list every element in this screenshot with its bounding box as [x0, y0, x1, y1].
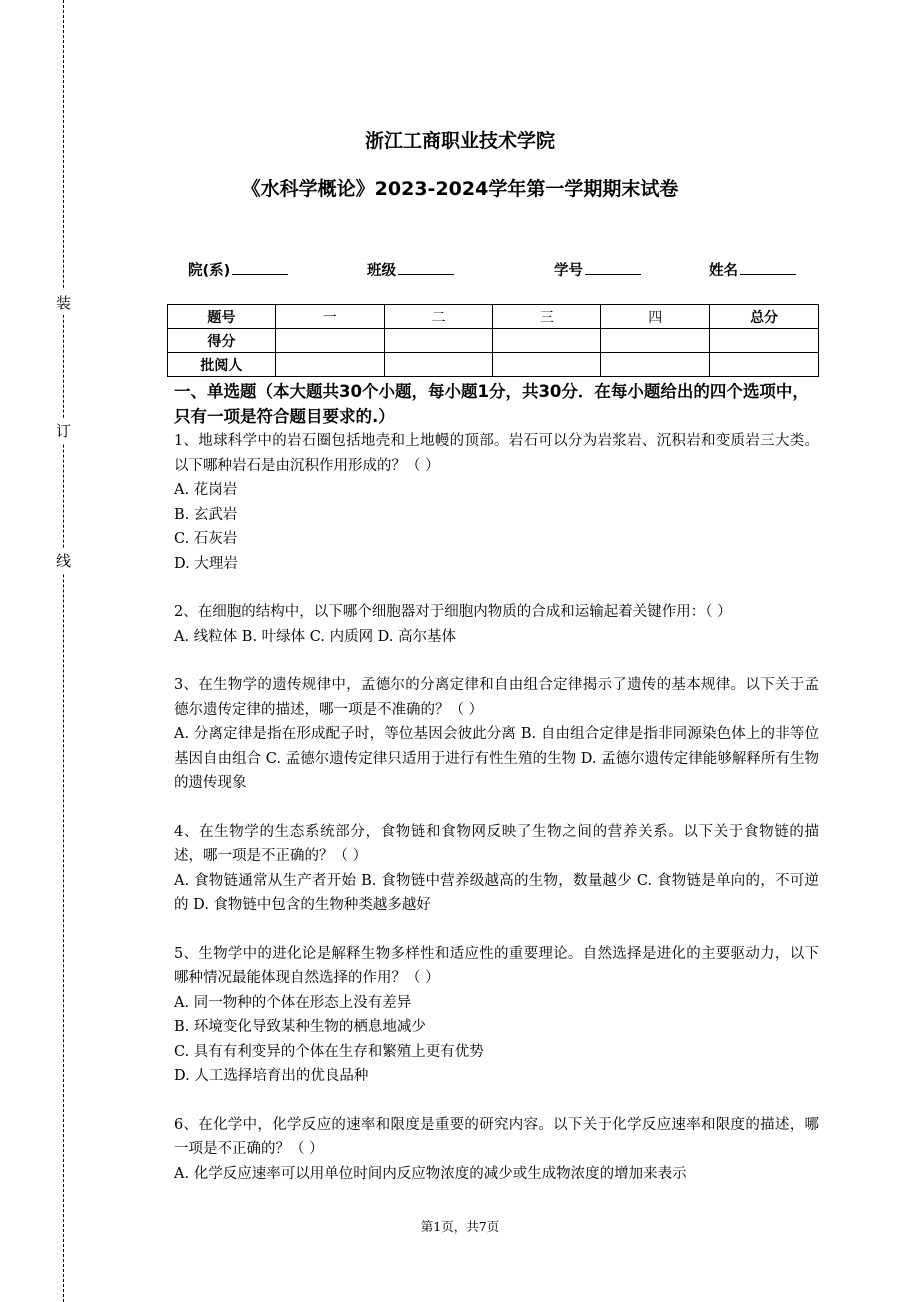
option-a: A. 同一物种的个体在形态上没有差异 [174, 994, 412, 1011]
question-3 [174, 673, 819, 796]
dept-blank[interactable] [232, 262, 288, 275]
option-d: D. 大理岩 [174, 555, 238, 572]
grader-cell[interactable] [493, 353, 601, 377]
option-b: B. 玄武岩 [174, 506, 238, 523]
school-name: 浙江工商职业技术学院 [364, 130, 555, 152]
question-4 [174, 820, 819, 918]
binding-char-zhuang: 装 [56, 290, 71, 315]
grader-row-label: 批阅人 [168, 353, 276, 377]
grader-cell[interactable] [384, 353, 493, 377]
col-head-label: 题号 [168, 305, 276, 329]
score-row [168, 329, 819, 353]
exam-content [174, 379, 819, 1186]
grader-cell[interactable] [710, 353, 819, 377]
name-field[interactable] [709, 259, 796, 280]
name-blank[interactable] [740, 262, 796, 275]
question-stem: 6、在化学中，化学反应的速率和限度是重要的研究内容。以下关于化学反应速率和限度的描述，哪一项是不正确的？（ ） [174, 1116, 819, 1157]
binding-char-xian: 线 [56, 548, 71, 573]
score-cell[interactable] [275, 329, 384, 353]
option-b: B. 环境变化导致某种生物的栖息地减少 [174, 1019, 426, 1035]
option-a: A. 花岗岩 [174, 482, 238, 498]
page-footer: 第1页，共7页 [420, 1219, 500, 1234]
exam-title: 《水科学概论》2023-2024学年第一学期期末试卷 [241, 178, 679, 200]
dept-label: 院(系) [188, 263, 231, 279]
score-table-header-row [168, 305, 819, 329]
student-no-field[interactable] [554, 259, 641, 280]
question-1 [174, 429, 819, 576]
score-cell[interactable] [710, 329, 819, 353]
question-stem: 2、在细胞的结构中，以下哪个细胞器对于细胞内物质的合成和运输起着关键作用：（ ） [174, 604, 732, 620]
name-label: 姓名 [709, 263, 738, 279]
score-cell[interactable] [493, 329, 601, 353]
dept-field[interactable] [188, 259, 288, 280]
class-label: 班级 [367, 263, 396, 279]
grader-cell[interactable] [275, 353, 384, 377]
options-inline: A. 分离定律是指在形成配子时，等位基因会彼此分离 B. 自由组合定律是指非同源染色体上的非等位基因自由组合 C. 孟德尔遗传定律只适用于进行有性生殖的生物 D. 孟德尔遗传定律能够解释所有生物的遗传现象 [174, 726, 819, 791]
col-two: 二 [384, 305, 493, 329]
question-stem: 5、生物学中的进化论是解释生物多样性和适应性的重要理论。自然选择是进化的主要驱动力，以下哪种情况最能体现自然选择的作用？（ ） [174, 945, 819, 986]
options-inline: A. 食物链通常从生产者开始 B. 食物链中营养级越高的生物，数量越少 C. 食物链是单向的，不可逆的 D. 食物链中包含的生物种类越多越好 [174, 872, 819, 913]
student-no-blank[interactable] [585, 262, 641, 275]
question-6 [174, 1113, 819, 1187]
question-stem: 1、地球科学中的岩石圈包括地壳和上地幔的顶部。岩石可以分为岩浆岩、沉积岩和变质岩三大类。以下哪种岩石是由沉积作用形成的？（ ） [174, 433, 819, 474]
question-stem: 4、在生物学的生态系统部分，食物链和食物网反映了生物之间的营养关系。以下关于食物链的描述，哪一项是不正确的？（ ） [174, 823, 819, 864]
option-a: A. 化学反应速率可以用单位时间内反应物浓度的减少或生成物浓度的增加来表示 [174, 1165, 687, 1182]
option-c: C. 石灰岩 [174, 531, 238, 547]
score-table [167, 304, 819, 377]
class-field[interactable] [367, 259, 454, 280]
option-d: D. 人工选择培育出的优良品种 [174, 1068, 369, 1084]
score-cell[interactable] [384, 329, 493, 353]
section-heading: 一、单选题（本大题共30个小题，每小题1分，共30分．在每小题给出的四个选项中，只有一项是符合题目要求的.） [174, 382, 809, 426]
col-three: 三 [493, 305, 601, 329]
score-row-label: 得分 [168, 329, 276, 353]
grader-row [168, 353, 819, 377]
class-blank[interactable] [398, 262, 454, 275]
question-stem: 3、在生物学的遗传规律中，孟德尔的分离定律和自由组合定律揭示了遗传的基本规律。以下关于孟德尔遗传定律的描述，哪一项是不准确的？（ ） [174, 677, 819, 718]
binding-char-ding: 订 [56, 418, 71, 443]
student-no-label: 学号 [554, 263, 583, 279]
grader-cell[interactable] [601, 353, 710, 377]
col-four: 四 [601, 305, 710, 329]
question-5 [174, 942, 819, 1089]
col-total: 总分 [710, 305, 819, 329]
options-inline: A. 线粒体 B. 叶绿体 C. 内质网 D. 高尔基体 [174, 628, 457, 645]
score-cell[interactable] [601, 329, 710, 353]
question-2 [174, 600, 819, 649]
option-c: C. 具有有利变异的个体在生存和繁殖上更有优势 [174, 1043, 484, 1060]
col-one: 一 [275, 305, 384, 329]
